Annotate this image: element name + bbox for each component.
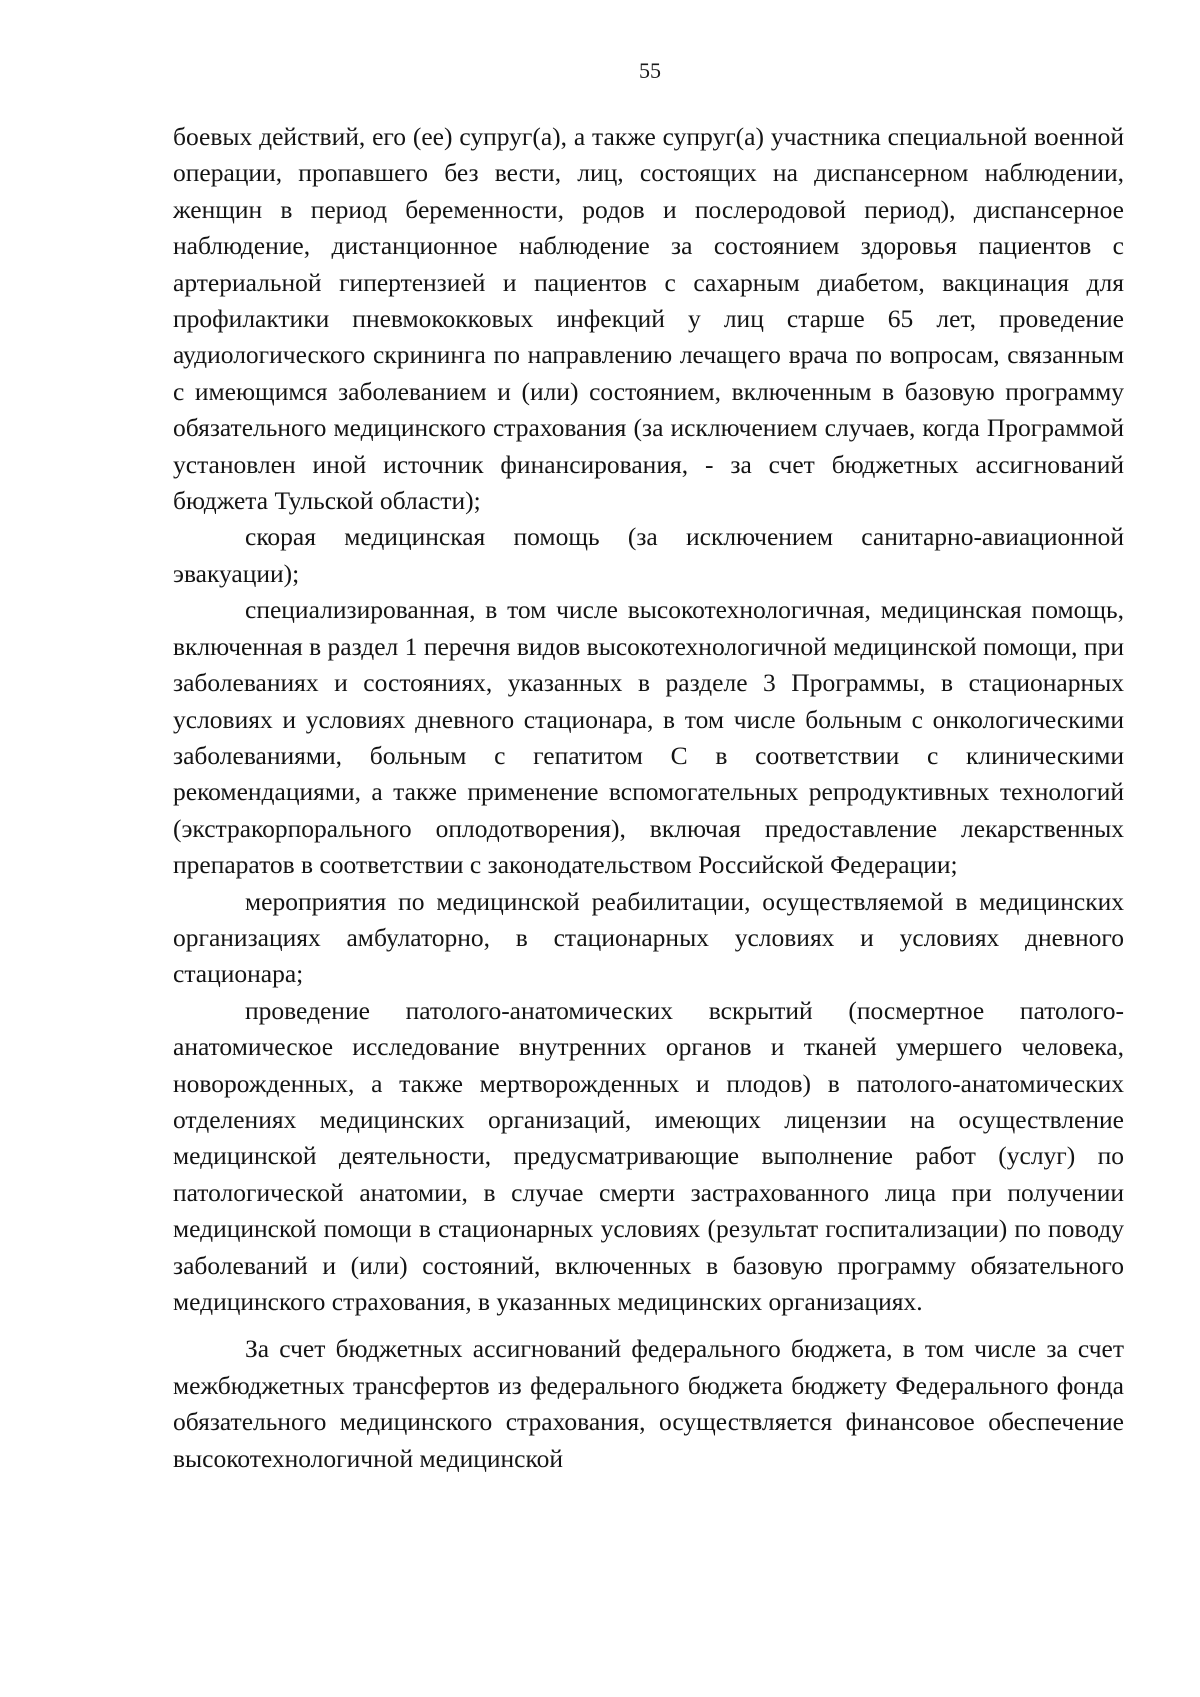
paragraph-autopsies: проведение патолого-анатомических вскрытий (посмертное патолого-анатомическое исследование внутренних органов и тканей умершего человека, новорожденных, а также мертворожденных и плодов) в патолого-анатомических отделениях медицинских организаций, имеющих лицензии на осуществление медицинской деятельности, предусматривающие выполнение работ (услуг) по патологической анатомии, в случае смерти застрахованного лица при получении медицинской помощи в стационарных условиях (результат госпитализации) по поводу заболеваний и (или) состояний, включенных в базовую программу обязательного медицинского страхования, в указанных медицинских организациях.	[173, 995, 1124, 1316]
paragraph-specialized-care: специализированная, в том числе высокотехнологичная, медицинская помощь, включенная в раздел 1 перечня видов высокотехнологичной медицинской помощи, при заболеваниях и состояниях, указанных в разделе 3 Программы, в стационарных условиях и условиях дневного стационара, в том числе больным с онкологическими заболеваниями, больным с гепатитом С в соответствии с клиническими рекомендациями, а также применение вспомогательных репродуктивных технологий (экстракорпорального оплодотворения), включая предоставление лекарственных препаратов в соответствии с законодательством Российской Федерации;	[173, 595, 1124, 880]
paragraph-rehabilitation: мероприятия по медицинской реабилитации, осуществляемой в медицинских организациях амбулаторно, в стационарных условиях и условиях дневного стационара;	[173, 886, 1124, 989]
document-body	[173, 119, 1124, 1477]
paragraph-continuation: боевых действий, его (ее) супруг(а), а также супруг(а) участника специальной военной операции, пропавшего без вести, лиц, состоящих на диспансерном наблюдении, женщин в период беременности, родов и послеродовой период), диспансерное наблюдение, дистанционное наблюдение за состоянием здоровья пациентов с артериальной гипертензией и пациентов с сахарным диабетом, вакцинация для профилактики пневмококковых инфекций у лиц старше 65 лет, проведение аудиологического скрининга по направлению лечащего врача по вопросам, связанным с имеющимся заболеванием и (или) состоянием, включенным в базовую программу обязательного медицинского страхования (за исключением случаев, когда Программой установлен иной источник финансирования, - за счет бюджетных ассигнований бюджета Тульской области);	[173, 122, 1124, 516]
paragraph-emergency-care: скорая медицинская помощь (за исключением санитарно-авиационной эвакуации);	[173, 522, 1124, 588]
paragraph-federal-budget: За счет бюджетных ассигнований федерального бюджета, в том числе за счет межбюджетных трансфертов из федерального бюджета бюджету Федерального фонда обязательного медицинского страхования, осуществляется финансовое обеспечение высокотехнологичной медицинской	[173, 1334, 1124, 1473]
page-number: 55	[639, 58, 661, 83]
